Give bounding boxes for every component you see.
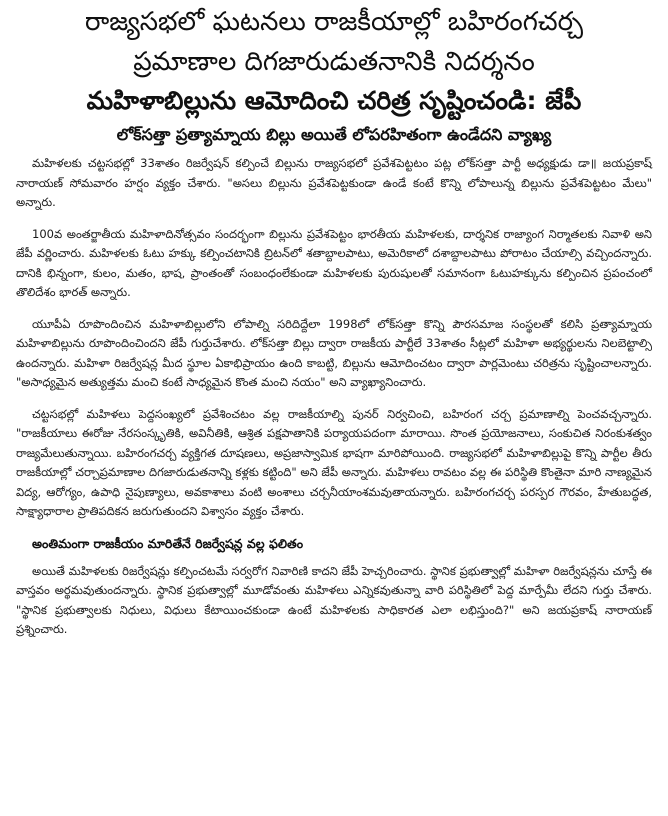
headline-line-3: మహిళాబిల్లును ఆమోదించి చరిత్ర సృష్టించండి: జేపీ: [86, 86, 582, 115]
paragraph-2: 100వ అంతర్జాతీయ మహిళాదినోత్సవం సందర్భంగా బిల్లును ప్రవేశపెట్టం భారతీయ మహిళలకు, దార్శనిక రాజ్యాంగ నిర్మాతలకు నివాళి అని జేపీ వర్ణించారు. మహిళలకు ఓటు హక్కు కల్పించటానికి బ్రిటన్‌లో శతాబ్దాలపాటు, అమెరికాలో దశాబ్దాలపాటు పోరాటం చేయాల్సి వచ్చిందన్నారు. దానికి భిన్నంగా, కులం, మతం, భాష, ప్రాంతంతో సంబంధంలేకుండా మహిళలకు పురుషులతో సమానంగా ఓటుహక్కును కల్పించిన ప్రపంచంలో తొలిదేశం భారత్ అన్నారు.: [16, 226, 652, 299]
paragraph-5: అయితే మహిళలకు రిజర్వేషన్లు కల్పించటమే సర్వరోగ నివారిణి కాదని జేపీ హెచ్చరించారు. స్థానిక ప్రభుత్వాల్లో మహిళా రిజర్వేషన్లను చూస్తే ఈ వాస్తవం అర్థమవుతుందన్నారు. స్థానిక ప్రభుత్వాల్లో మూడోవంతు మహిళలు ఎన్నికవుతున్నా వారి పరిస్థితిలో పెద్ద మార్పేమీ లేదని గుర్తు చేశారు. "స్థానిక ప్రభుత్వాలకు నిధులు, విధులు కేటాయించకుండా ఉంటే మహిళలకు సాధికారత ఎలా లభిస్తుంది?" అని జయప్రకాష్ నారాయణ్ ప్రశ్నించారు.: [16, 563, 652, 636]
section-subheading: అంతిమంగా రాజకీయం మారితేనే రిజర్వేషన్ల వల్ల ఫలితం: [32, 535, 304, 551]
headline-line-2: ప్రమాణాల దిగజారుడుతనానికి నిదర్శనం: [133, 47, 535, 77]
paragraph-1: మహిళలకు చట్టసభల్లో 33శాతం రిజర్వేషన్ కల్పించే బిల్లును రాజ్యసభలో ప్రవేశపెట్టటం పట్ల లోక్‌సత్తా పార్టీ అధ్యక్షుడు డా॥ జయప్రకాష్ నారాయణ్ సోమవారం హర్షం వ్యక్తం చేశారు. "అసలు బిల్లును ప్రవేశపెట్టకుండా ఉండే కంటే కొన్ని లోపాలున్న బిల్లును ప్రవేశపెట్టటం మేలు" అన్నారు.: [16, 156, 652, 209]
paragraph-4: చట్టసభల్లో మహిళలు పెద్దసంఖ్యలో ప్రవేశించటం వల్ల రాజకీయాల్ని పునర్ నిర్వచించి, బహిరంగ చర్చ ప్రమాణాల్ని పెంచవచ్చన్నారు. "రాజకీయాలు ఈరోజు నేరసంస్కృతికి, అవినీతికి, ఆశ్రిత పక్షపాతానికి పర్యాయపదంగా మారాయి. సొంత ప్రయోజనాలు, సంకుచిత నిరంకుశత్వం రాజ్యమేలుతున్నాయి. బహిరంగచర్చ వ్యక్తిగత దూషణలు, అప్రజాస్వామిక భాషగా మారిపోయింది. రాజ్యసభలో మహిళాబిల్లుపై కొన్ని పార్టీల తీరు రాజకీయాల్లో చర్చాప్రమాణాల దిగజారుడుతనాన్ని కళ్లకు కట్టింది" అని జేపీ అన్నారు. మహిళలు రావటం వల్ల ఈ పరిస్థితి కొంతైనా మారి నాణ్యమైన విద్య, ఆరోగ్యం, ఉపాధి నైపుణ్యాలు, అవకాశాలు వంటి అంశాలు చర్చనీయాంశమవుతాయన్నారు. బహిరంగచర్చ పరస్పర గౌరవం, హేతుబద్ధత, సాక్ష్యాధారాల ప్రాతిపదికన జరుగుతుందని విశ్వాసం వ్యక్తం చేశారు.: [16, 406, 652, 518]
article-body: [0, 150, 668, 640]
sub-headline: లోక్‌సత్తా ప్రత్యామ్నాయ బిల్లు అయితే లోపరహితంగా ఉండేదని వ్యాఖ్య: [116, 125, 552, 144]
headline-block: [0, 0, 668, 150]
headline-line-1: రాజ్యసభలో ఘటనలు రాజకీయాల్లో బహిరంగచర్చ: [84, 7, 584, 37]
paragraph-3: యూపీఏ రూపొందించిన మహిళాబిల్లులోని లోపాల్ని సరిదిద్దేలా 1998లో లోక్‌సత్తా కొన్ని పౌరసమాజ సంస్థలతో కలిసి ప్రత్యామ్నాయ మహిళాబిల్లును రూపొందించిందని జేపీ గుర్తుచేశారు. లోక్‌సత్తా బిల్లు ద్వారా రాజకీయ పార్టీలే 33శాతం సీట్లలో మహిళా అభ్యర్థులను నిలబెట్టాల్సి ఉందన్నారు. మహిళా రిజర్వేషన్ల మీద స్థూల ఏకాభిప్రాయం ఉంది కాబట్టి, బిల్లును ఆమోదించటం ద్వారా పార్లమెంటు చరిత్రను సృష్టించాలన్నారు. "అసాధ్యమైన అత్యుత్తమ మంచి కంటే సాధ్యమైన కొంత మంచి నయం" అని వ్యాఖ్యానించారు.: [16, 316, 652, 389]
